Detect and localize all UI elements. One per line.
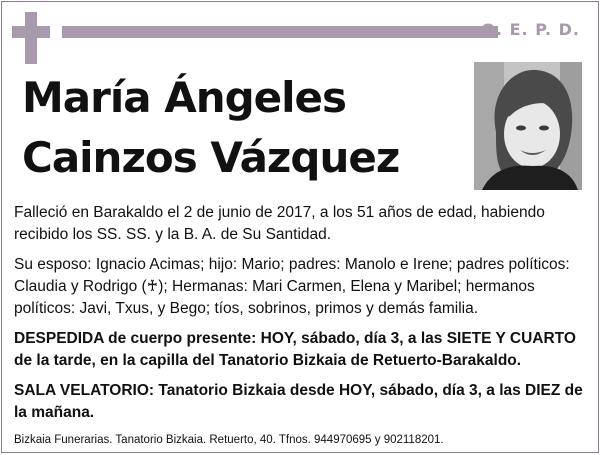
- wake-paragraph: SALA VELATORIO: Tanatorio Bizkaia desde HOY, sábado, día 3, a las DIEZ de la mañana.: [14, 382, 583, 421]
- deceased-name-line2: Cainzos Vázquez: [22, 133, 400, 182]
- obituary-body: [14, 202, 588, 432]
- header-divider-bar: [62, 26, 498, 38]
- obituary-notice: [1, 1, 599, 453]
- farewell-paragraph: DESPEDIDA de cuerpo presente: HOY, sábado, día 3, a las SIETE Y CUARTO de la tarde, en la capilla del Tanatorio Bizkaia de Retuerto-Barakaldo.: [14, 330, 576, 369]
- cross-icon: [12, 12, 50, 64]
- death-notice-paragraph: Falleció en Barakaldo el 2 de junio de 2017, a los 51 años de edad, habiendo recibido los SS. SS. y la B. A. de Su Santidad.: [14, 204, 545, 243]
- qepd-label: Q. E. P. D.: [481, 20, 580, 39]
- family-paragraph: Su esposo: Ignacio Acimas; hijo: Mario; padres: Manolo e Irene; padres políticos: Claudia y Rodrigo (♰); Hermanas: Mari Carmen, Elena y Maribel; hermanos políticos: Javi, Txus, y Bego; tíos, sobrinos, primos y demás familia.: [14, 256, 570, 317]
- funeral-home-footer: Bizkaia Funerarias. Tanatorio Bizkaia. Retuerto, 40. Tfnos. 944970695 y 902118201.: [14, 434, 444, 446]
- deceased-name: [22, 68, 462, 188]
- portrait-photo: [474, 62, 582, 190]
- deceased-name-line1: María Ángeles: [22, 73, 347, 122]
